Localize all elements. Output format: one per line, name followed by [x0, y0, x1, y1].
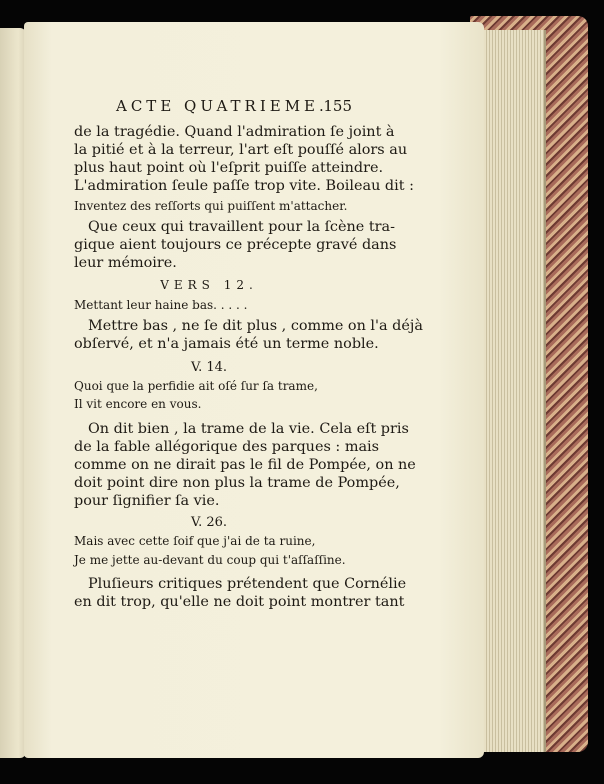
verse-heading: V. 14. [190, 360, 228, 375]
quote-line: Quoi que la perfidie ait oſé ſur ſa trame, [74, 379, 318, 393]
text-line: pour ſignifier ſa vie. [74, 493, 220, 509]
text-line: de la tragédie. Quand l'admiration ſe joint à [74, 124, 395, 140]
text-line: gique aient toujours ce précepte gravé dans [74, 237, 397, 253]
text-line: L'admiration ſeule paſſe trop vite. Boileau dit : [74, 178, 414, 194]
page-block-edges [478, 30, 546, 752]
text-line: leur mémoire. [74, 255, 177, 271]
verse-heading: VERS 12. [160, 278, 258, 292]
text-line: doit point dire non plus la trame de Pompée, [74, 475, 400, 491]
verse-heading: V. 26. [190, 515, 228, 530]
text-line: Pluſieurs critiques prétendent que Cornélie [88, 576, 407, 592]
text-line: plus haut point où l'eſprit puiſſe atteindre. [74, 160, 384, 176]
page-number: 155 [323, 97, 352, 115]
text-line: Que ceux qui travaillent pour la ſcène tra- [88, 219, 395, 235]
text-line: obſervé, et n'a jamais été un terme noble. [74, 336, 379, 352]
text-line: On dit bien , la trame de la vie. Cela eſt pris [88, 421, 409, 437]
text-line: en dit trop, qu'elle ne doit point montrer tant [74, 594, 405, 610]
text-line: Mettre bas , ne ſe dit plus , comme on l'a déjà [88, 318, 423, 334]
facing-page-edge [0, 28, 26, 758]
text-line: comme on ne dirait pas le fil de Pompée, on ne [74, 457, 416, 473]
quote-line: Mettant leur haine bas. . . . . [74, 298, 248, 312]
running-title: ACTE QUATRIEME. [116, 97, 328, 115]
quote-line: Mais avec cette ſoif que j'ai de ta ruine, [74, 534, 316, 548]
quote-line: Il vit encore en vous. [74, 397, 202, 411]
text-line: la pitié et à la terreur, l'art eſt pouſſé alors au [74, 142, 408, 158]
text-line: de la fable allégorique des parques : mais [74, 439, 380, 455]
running-header [116, 97, 352, 115]
quote-line: Je me jette au-devant du coup qui t'aſſaſſine. [74, 553, 346, 567]
quote-line: Inventez des reſſorts qui puiſſent m'attacher. [74, 199, 348, 213]
